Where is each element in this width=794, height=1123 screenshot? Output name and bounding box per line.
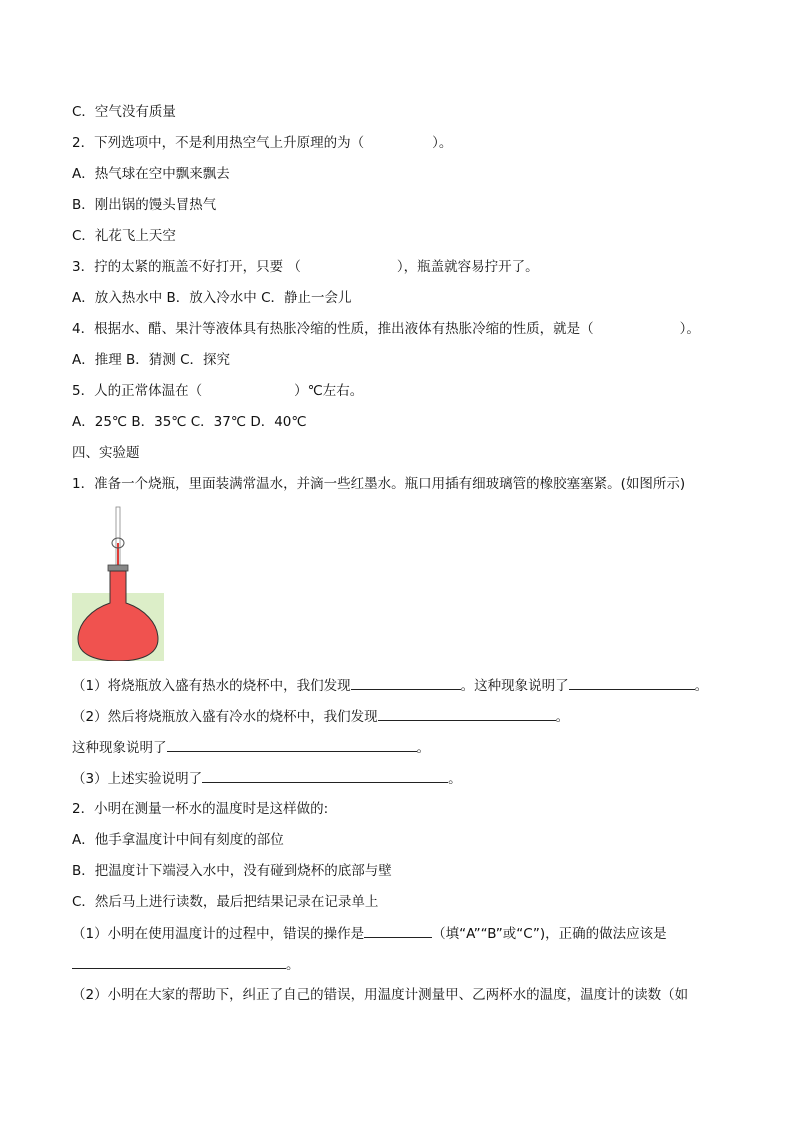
e1-2b-text: 这种现象说明了 — [72, 740, 167, 756]
e2-1-text: （1）小明在使用温度计的过程中，错误的操作是 — [72, 926, 365, 942]
e1-3-text: （3）上述实验说明了 — [72, 771, 203, 787]
answer-blank[interactable] — [569, 675, 695, 690]
experiment-1-part-1 — [72, 675, 708, 696]
question-4 — [72, 319, 700, 339]
q3-end: ），瓶盖就容易拧开了。 — [396, 259, 539, 275]
e1-2-end: 。 — [555, 709, 570, 725]
q5-text: 5．人的正常体温在（ — [72, 383, 203, 399]
rubber-stopper — [108, 565, 128, 571]
e2-1b-end: 。 — [286, 957, 300, 973]
question-2 — [72, 133, 452, 153]
flask-illustration — [72, 505, 164, 661]
q2-option-c: C．礼花飞上天空 — [72, 228, 176, 244]
answer-blank[interactable] — [364, 923, 432, 938]
e2-1-text-2: （填“A”“B”或“C”)，正确的做法应该是 — [432, 926, 667, 942]
q3-options: A．放入热水中 B．放入冷水中 C．静止一会儿 — [72, 290, 352, 306]
section-heading: 四、实验题 — [72, 445, 140, 461]
q4-options: A．推理 B．猜测 C．探究 — [72, 352, 231, 368]
e1-1-text: （1）将烧瓶放入盛有热水的烧杯中，我们发现 — [72, 678, 351, 694]
q2-option-b: B．刚出锅的馒头冒热气 — [72, 197, 217, 213]
q4-text: 4．根据水、醋、果汁等液体具有热胀冷缩的性质，推出液体有热胀冷缩的性质，就是（ — [72, 321, 594, 337]
e2-option-a: A．他手拿温度计中间有刻度的部位 — [72, 832, 284, 848]
answer-blank[interactable] — [72, 954, 286, 969]
experiment-2: 2．小明在测量一杯水的温度时是这样做的: — [72, 801, 329, 817]
e1-2b-end: 。 — [416, 740, 430, 756]
e1-1-text-2: 。这种现象说明了 — [460, 678, 569, 694]
answer-blank[interactable] — [378, 706, 556, 721]
experiment-2-part-1 — [72, 923, 667, 944]
question-3 — [72, 257, 539, 277]
q1-option-c: C．空气没有质量 — [72, 104, 176, 120]
flask-body — [78, 571, 158, 661]
e1-2-text: （2）然后将烧瓶放入盛有冷水的烧杯中，我们发现 — [72, 709, 378, 725]
e1-1-end: 。 — [694, 678, 709, 694]
answer-blank[interactable] — [167, 737, 417, 752]
experiment-2-part-2: （2）小明在大家的帮助下，纠正了自己的错误，用温度计测量甲、乙两杯水的温度，温度计的读数（如 — [72, 987, 689, 1003]
answer-blank[interactable] — [351, 675, 461, 690]
q3-text: 3．拧的太紧的瓶盖不好打开，只要 （ — [72, 259, 301, 275]
experiment-1-part-2b — [72, 737, 430, 758]
red-water-column — [117, 543, 119, 565]
experiment-1-part-3 — [72, 768, 462, 789]
experiment-1-part-2 — [72, 706, 569, 727]
q5-end: ）℃左右。 — [294, 383, 364, 399]
e2-option-c: C．然后马上进行读数，最后把结果记录在记录单上 — [72, 894, 379, 910]
experiment-1: 1．准备一个烧瓶，里面装满常温水，并滴一些红墨水。瓶口用插有细玻璃管的橡胶塞塞紧。(如图所示) — [72, 476, 686, 492]
q2-text: 2．下列选项中，不是利用热空气上升原理的为（ — [72, 135, 365, 151]
q5-options: A．25℃ B．35℃ C．37℃ D．40℃ — [72, 414, 307, 430]
answer-blank[interactable] — [202, 768, 448, 783]
e2-option-b: B．把温度计下端浸入水中，没有碰到烧杯的底部与壁 — [72, 863, 392, 879]
q4-end: ）。 — [679, 321, 700, 337]
question-5 — [72, 381, 363, 401]
e1-3-end: 。 — [448, 771, 462, 787]
experiment-2-part-1b — [72, 954, 300, 975]
q2-end: ）。 — [432, 135, 453, 151]
q2-option-a: A．热气球在空中飘来飘去 — [72, 166, 230, 182]
